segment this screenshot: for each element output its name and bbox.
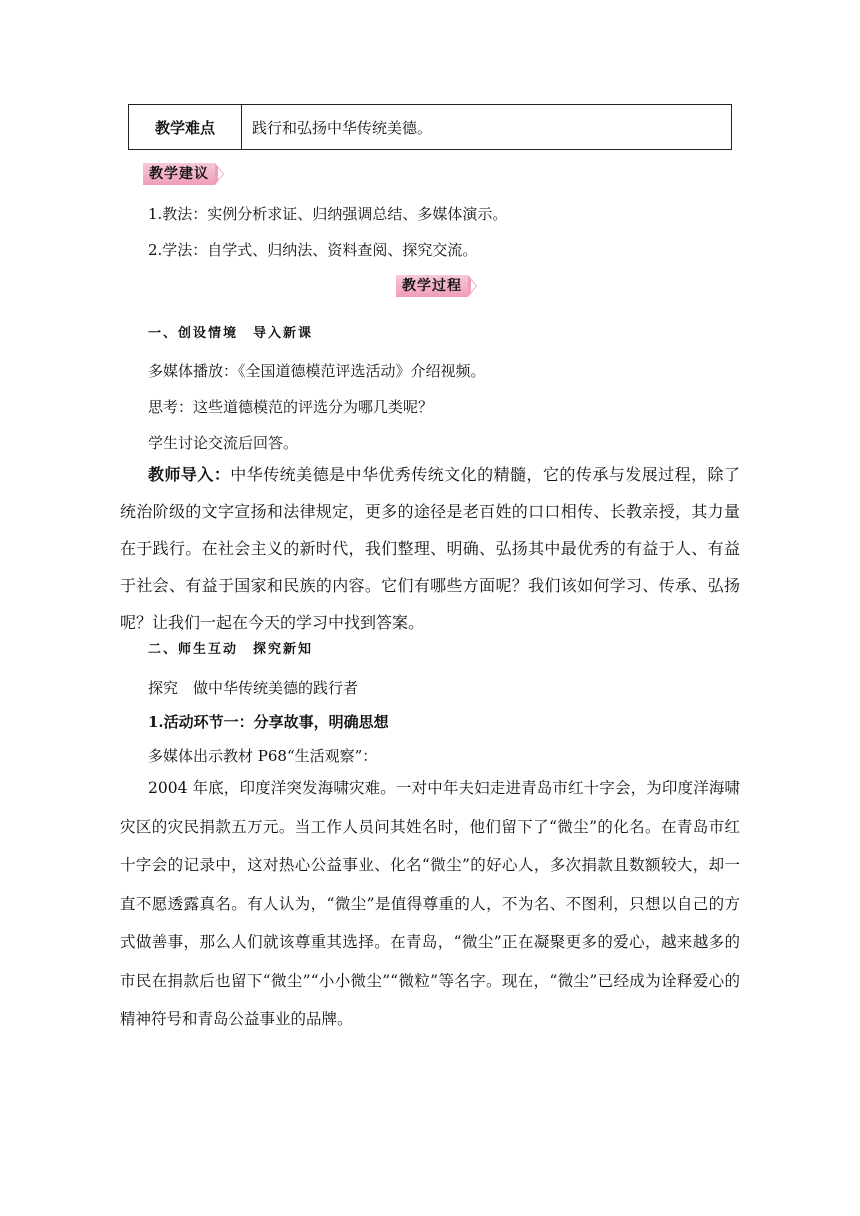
section-1-title: 一、创设情境 导入新课 — [148, 326, 314, 341]
textbook-media-line: 多媒体出示教材 P68“生活观察”： — [148, 747, 378, 765]
student-answer: 学生讨论交流后回答。 — [148, 434, 299, 452]
think-question: 思考：这些道德模范的评选分为哪几类呢？ — [148, 398, 434, 416]
section-2-title: 二、师生互动 探究新知 — [148, 642, 314, 657]
activity-title: 1.活动环节一：分享故事，明确思想 — [148, 713, 389, 731]
suggestions-heading: 教学建议 — [143, 163, 215, 185]
process-heading-tag — [396, 275, 477, 297]
teacher-intro-paragraph — [120, 456, 740, 641]
teacher-intro-text: 中华传统美德是中华优秀传统文化的精髓，它的传承与发展过程，除了统治阶级的文字宣扬和法律规定，更多的途径是老百姓的口口相传、长教亲授，其力量在于践行。在社会主义的新时代，我们整理、明确、弘扬其中最优秀的有益于人、有益于社会、有益于国家和民族的内容。它们有哪些方面呢？我们该如何学习、传承、弘扬呢？让我们一起在今天的学习中找到答案。 — [120, 465, 740, 632]
difficulty-table — [128, 104, 732, 150]
ribbon-arrow-icon — [468, 275, 477, 297]
process-heading: 教学过程 — [396, 275, 468, 297]
difficulty-value: 践行和弘扬中华传统美德。 — [252, 118, 433, 137]
media-play-line: 多媒体播放：《全国道德模范评选活动》介绍视频。 — [148, 362, 486, 380]
learning-method: 2.学法：自学式、归纳法、资料查阅、探究交流。 — [148, 241, 478, 259]
teaching-method: 1.教法：实例分析求证、归纳强调总结、多媒体演示。 — [148, 205, 508, 223]
explore-title: 探究 做中华传统美德的践行者 — [148, 679, 359, 697]
difficulty-label: 教学难点 — [129, 105, 242, 149]
ribbon-arrow-icon — [215, 163, 224, 185]
suggestions-heading-tag — [143, 163, 224, 185]
story-paragraph: 2004 年底，印度洋突发海啸灾难。一对中年夫妇走进青岛市红十字会，为印度洋海啸灾区的灾民捐款五万元。当工作人员问其姓名时，他们留下了“微尘”的化名。在青岛市红十字会的记录中，这对热心公益事业、化名“微尘”的好心人，多次捐款且数额较大，却一直不愿透露真名。有人认为，“微尘”是值得尊重的人，不为名、不图利，只想以自己的方式做善事，那么人们就该尊重其选择。在青岛，“微尘”正在凝聚更多的爱心，越来越多的市民在捐款后也留下“微尘”“小小微尘”“微粒”等名字。现在，“微尘”已经成为诠释爱心的精神符号和青岛公益事业的品牌。 — [120, 779, 740, 1028]
teacher-intro-label: 教师导入： — [148, 465, 231, 484]
